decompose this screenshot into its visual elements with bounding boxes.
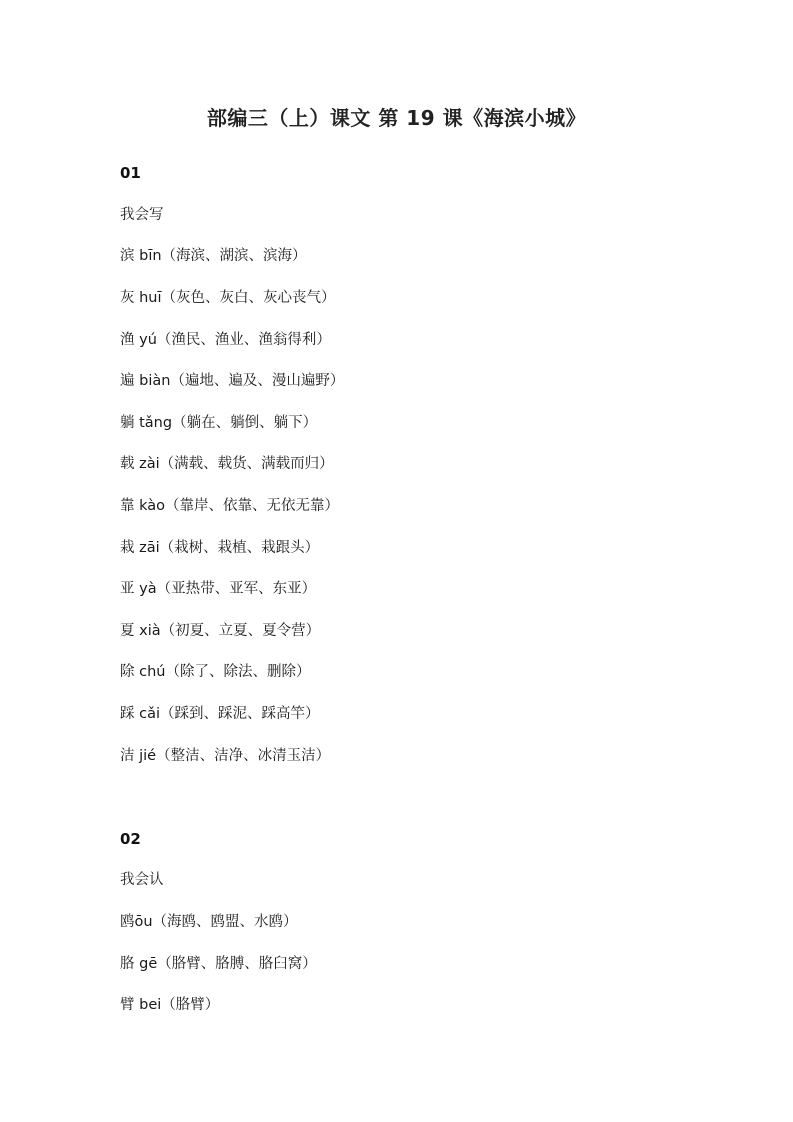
character-entry: 踩 cǎi（踩到、踩泥、踩高竿） [120, 706, 320, 722]
character-entry: 滨 bīn（海滨、湖滨、滨海） [120, 248, 307, 264]
character-entry: 亚 yà（亚热带、亚军、东亚） [120, 581, 317, 597]
character-entry: 载 zài（满载、载货、满载而归） [120, 456, 334, 472]
character-entry: 渔 yú（渔民、渔业、渔翁得利） [120, 332, 331, 348]
character-entry: 鸥ōu（海鸥、鸥盟、水鸥） [120, 914, 298, 930]
document-title: 部编三（上）课文 第 19 课《海滨小城》 [206, 106, 587, 130]
character-entry: 洁 jié（整洁、洁净、冰清玉洁） [120, 748, 331, 764]
section-number: 01 [120, 164, 141, 182]
section-number: 02 [120, 830, 141, 848]
character-entry: 遍 biàn（遍地、遍及、漫山遍野） [120, 373, 345, 389]
character-entry: 夏 xià（初夏、立夏、夏令营） [120, 623, 321, 639]
character-entry: 栽 zāi（栽树、栽植、栽跟头） [120, 540, 320, 556]
character-entry: 除 chú（除了、除法、删除） [120, 664, 311, 680]
character-entry: 胳 gē（胳臂、胳膊、胳臼窝） [120, 956, 317, 972]
section-heading: 我会认 [120, 872, 164, 888]
character-entry: 灰 huī（灰色、灰白、灰心丧气） [120, 290, 336, 306]
character-entry: 靠 kào（靠岸、依靠、无依无靠） [120, 498, 340, 514]
section-heading: 我会写 [120, 207, 164, 223]
character-entry: 臂 bei（胳臂） [120, 997, 220, 1013]
character-entry: 躺 tǎng（躺在、躺倒、躺下） [120, 415, 318, 431]
